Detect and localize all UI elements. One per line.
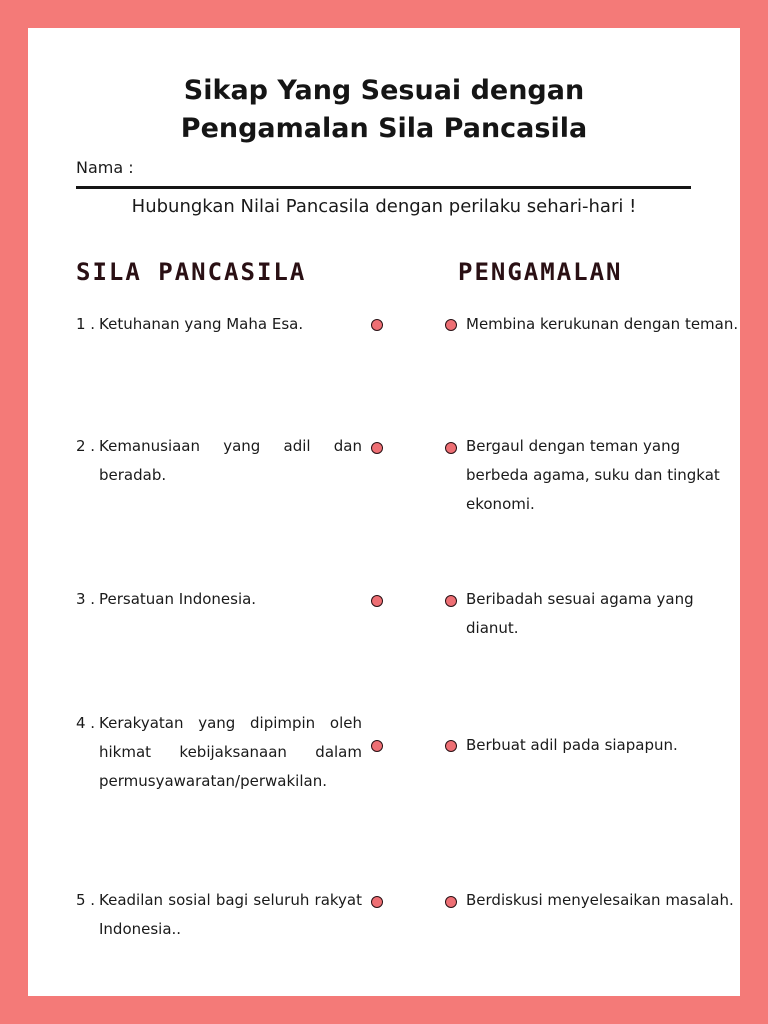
sila-item-3 <box>76 585 362 614</box>
sila-number: 1 . <box>76 315 96 333</box>
pengamalan-connector-dot-5[interactable] <box>445 896 457 908</box>
sila-connector-dot-1[interactable] <box>371 319 383 331</box>
sila-connector-dot-2[interactable] <box>371 442 383 454</box>
sila-number: 5 . <box>76 891 96 909</box>
sila-text: Kerakyatan yang dipimpin oleh hikmat kebijaksanaan dalam permusyawaratan/perwakilan. <box>99 714 362 790</box>
pengamalan-item-4: Berbuat adil pada siapapun. <box>466 736 678 754</box>
sila-text: Persatuan Indonesia. <box>99 590 257 608</box>
worksheet-title <box>28 72 740 148</box>
name-answer-line[interactable] <box>76 186 691 189</box>
pengamalan-connector-dot-4[interactable] <box>445 740 457 752</box>
pengamalan-connector-dot-2[interactable] <box>445 442 457 454</box>
pengamalan-item-2: Bergaul dengan teman yang berbeda agama, suku dan tingkat ekonomi. <box>466 437 720 513</box>
instruction-text: Hubungkan Nilai Pancasila dengan perilaku sehari-hari ! <box>131 196 637 217</box>
pengamalan-item-1: Membina kerukunan dengan teman. <box>466 315 739 333</box>
sila-connector-dot-4[interactable] <box>371 740 383 752</box>
column-header-sila: SILA PANCASILA <box>76 258 307 286</box>
pengamalan-item-3: Beribadah sesuai agama yang dianut. <box>466 590 694 637</box>
worksheet-page <box>28 28 740 996</box>
pengamalan-connector-dot-1[interactable] <box>445 319 457 331</box>
sila-text: Kemanusiaan yang adil dan beradab. <box>99 437 362 484</box>
sila-connector-dot-3[interactable] <box>371 595 383 607</box>
sila-number: 3 . <box>76 590 96 608</box>
sila-item-4 <box>76 709 362 796</box>
column-header-pengamalan: PENGAMALAN <box>458 258 623 286</box>
title-line-1: Sikap Yang Sesuai dengan <box>183 75 585 106</box>
pengamalan-item-5: Berdiskusi menyelesaikan masalah. <box>466 891 734 909</box>
sila-number: 4 . <box>76 714 96 732</box>
name-label: Nama : <box>76 158 134 177</box>
sila-number: 2 . <box>76 437 96 455</box>
sila-item-2 <box>76 432 362 490</box>
pengamalan-connector-dot-3[interactable] <box>445 595 457 607</box>
sila-connector-dot-5[interactable] <box>371 896 383 908</box>
sila-text: Ketuhanan yang Maha Esa. <box>99 315 304 333</box>
sila-text: Keadilan sosial bagi seluruh rakyat Indonesia.. <box>99 891 362 938</box>
sila-item-1 <box>76 310 362 339</box>
title-line-2: Pengamalan Sila Pancasila <box>180 113 588 144</box>
sila-item-5 <box>76 886 362 944</box>
